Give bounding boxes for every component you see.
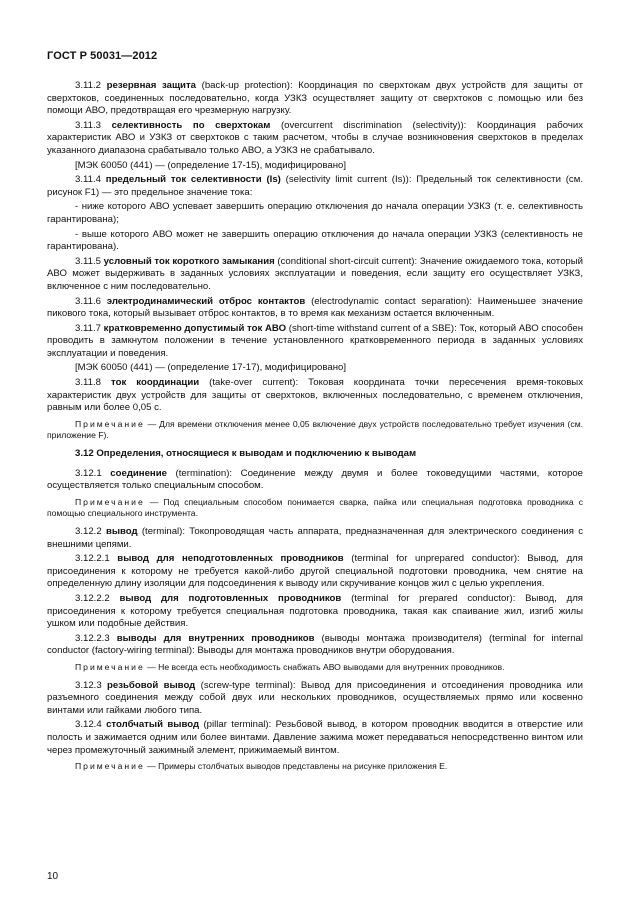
definition-text: (conditional short-circuit current): Значение ожидаемого тока, который АВО может выдерживать в заданных условиях эксплуатации и поведения, если защиту его осуществляет УЗКЗ, включенное с ним последовательно. — [47, 255, 583, 292]
definition-text: (terminal): Токопроводящая часть аппарата, предназначенная для электрического соединения с внешними цепями. — [47, 526, 584, 550]
definition-paragraph — [47, 526, 583, 551]
definition-text: (выводы монтажа производителя) (terminal for internal conductor (factory-wiring terminal): Выводы для монтажа проводников внутри оборудования. — [47, 632, 583, 657]
defined-term: условный ток короткого замыкания — [103, 255, 275, 267]
definition-paragraph — [47, 80, 583, 118]
definition-paragraph — [47, 296, 583, 321]
definition-text: (electrodynamic contact separation): Наименьшее значение пикового тока, который вызывает отброс контактов, в то время как механизм остается включенным. — [47, 295, 583, 320]
definition-paragraph — [47, 323, 583, 361]
clause-number: 3.11.6 — [75, 295, 101, 307]
paragraph — [47, 201, 583, 226]
definition-paragraph — [47, 553, 583, 591]
definition-text: (terminal for prepared conductor): Вывод, для присоединения к которому требуется специальная подготовка проводника, такая как спаивание жил, изгиб жилы ушком или подобные действия. — [47, 592, 583, 630]
definition-text: (selectivity limit current (Is)): Предельный ток селективности (см. рисунок F1) — это предельное значение тока: — [47, 174, 583, 198]
definition-text: (screw-type terminal): Вывод для присоединения и отсоединения проводника или разъемного соединения между собой двух или нескольких проводников, осуществляемых прямо или косвенно винтами или гайками любого типа. — [47, 679, 584, 716]
paragraph — [47, 160, 583, 173]
defined-term: вывод — [105, 526, 138, 537]
clause-number: 3.12.2.3 — [75, 632, 110, 644]
clause-number: 3.11.5 — [75, 255, 101, 267]
document-body — [47, 80, 583, 779]
definition-paragraph — [47, 719, 583, 757]
definition-text: - выше которого АВО может не завершить операцию отключения до начала операции УЗКЗ (селективность не гарантирована). — [47, 228, 583, 253]
page-number: 10 — [47, 871, 59, 882]
defined-term: выводы для внутренних проводников — [116, 632, 315, 644]
clause-number: 3.11.2 — [75, 80, 101, 91]
definition-paragraph — [47, 256, 583, 294]
defined-term: соединение — [110, 467, 167, 479]
defined-term: столбчатый вывод — [106, 719, 200, 731]
clause-number: 3.12.4 — [75, 719, 102, 731]
definition-text: (back-up protection): Координация по сверхтокам двух устройств для защиты от сверхтоков, соединенных последовательно, когда УЗКЗ осуществляет защиту от сверхтоков с помощью или без помощи АВО, предотвращая его чрезмерную нагрузку. — [47, 80, 583, 117]
note — [47, 419, 583, 442]
definition-text: - ниже которого АВО успевает завершить операцию отключения до начала операции УЗКЗ (т. е. селективность гарантирована); — [47, 201, 583, 225]
definition-text: (short-time withstand current of a SBE): Ток, который АВО способен проводить в замкнутом положении в течение установленного кратковременного периода в заданных условиях эксплуатации и поведения. — [47, 322, 583, 359]
note-text: — Под специальным способом понимается сварка, пайка или специальная подготовка проводника с помощью специального инструмента. — [47, 496, 583, 519]
note-label: Примечание — [75, 761, 145, 772]
note-text: — Примеры столбчатых выводов представлены на рисунке приложения Е. — [144, 761, 448, 772]
note-label: Примечание — [75, 496, 145, 507]
note — [47, 497, 583, 520]
note-label: Примечание — [75, 661, 145, 672]
clause-number: 3.12.2.2 — [75, 592, 110, 604]
defined-term: предельный ток селективности (Is) — [105, 174, 281, 186]
definition-text: (pillar terminal): Резьбовой вывод, в котором проводник вводится в отверстие или полость и зажимается одним или более винтами. Давление зажима может передаваться непосредственно винтом или через промежуточный зажимный элемент, прижимаемый винтом. — [47, 719, 583, 756]
definition-text: (termination): Соединение между двумя и более токоведущими частями, которое осуществляется только специальным способом. — [47, 467, 583, 492]
definition-paragraph — [47, 377, 583, 415]
defined-term: резьбовой вывод — [107, 679, 196, 691]
definition-paragraph — [47, 680, 583, 718]
clause-number: 3.12.3 — [75, 679, 102, 691]
clause-number: 3.12.1 — [75, 467, 102, 479]
paragraph — [47, 229, 583, 254]
definition-text: (overcurrent discrimination (selectivity)): Координация рабочих характеристик АВО и УЗКЗ от сверхтоков с таким расчетом, чтобы в случае возникновения сверхтоков в пределах указанного диапазона срабатывало только АВО, а УЗКЗ не срабатывало. — [47, 119, 583, 156]
note-text: — Не всегда есть необходимость снабжать АВО выводами для внутренних проводников. — [144, 661, 505, 672]
defined-term: ток координации — [111, 377, 200, 389]
definition-text: (take-over current): Токовая координата точки пересечения время-токовых характеристик двух устройств для защиты от сверхтоков, включенных последовательно, с временем отключения, равным или более 0,05 с. — [47, 377, 583, 414]
note — [47, 761, 583, 773]
definition-text: [МЭК 60050 (441) — (определение 17-15), модифицировано] — [75, 159, 347, 171]
clause-number: 3.11.3 — [75, 119, 101, 131]
paragraph — [47, 362, 583, 375]
section-heading: 3.12 Определения, относящиеся к выводам и подключению к выводам — [75, 448, 417, 460]
clause-number: 3.11.4 — [75, 174, 101, 186]
defined-term: электродинамический отброс контактов — [106, 295, 306, 307]
defined-term: кратковременно допустимый ток АВО — [103, 322, 287, 334]
definition-text: (terminal for unprepared conductor): Вывод, для присоединения к которому не требуется какой-либо другой специальной подготовки проводника, чем снятие на определенную длину изоляции для подсоединения к выводу или скручивание концов жил с целью укрепления. — [47, 553, 583, 590]
clause-number: 3.11.7 — [75, 322, 101, 334]
defined-term: вывод для неподготовленных проводников — [117, 553, 344, 565]
clause-number: 3.12.2.1 — [75, 553, 110, 565]
definition-paragraph — [47, 174, 583, 199]
defined-term: резервная защита — [106, 80, 196, 91]
definition-paragraph — [47, 593, 583, 631]
defined-term: селективность по сверхтокам — [111, 119, 271, 131]
definition-paragraph — [47, 633, 583, 658]
document-header: ГОСТ Р 50031—2012 — [47, 50, 158, 62]
note-label: Примечание — [75, 418, 145, 429]
definition-paragraph — [47, 468, 583, 493]
clause-number: 3.11.8 — [75, 377, 101, 389]
clause-number: 3.12.2 — [75, 526, 102, 537]
definition-text: [МЭК 60050 (441) — (определение 17-17), модифицировано] — [75, 362, 347, 374]
defined-term: вывод для подготовленных проводников — [119, 592, 342, 604]
note-text: — Для времени отключения менее 0,05 включение двух устройств последовательно требует изучения (см. приложение F). — [47, 418, 583, 441]
definition-paragraph — [47, 120, 583, 158]
note — [47, 662, 583, 674]
